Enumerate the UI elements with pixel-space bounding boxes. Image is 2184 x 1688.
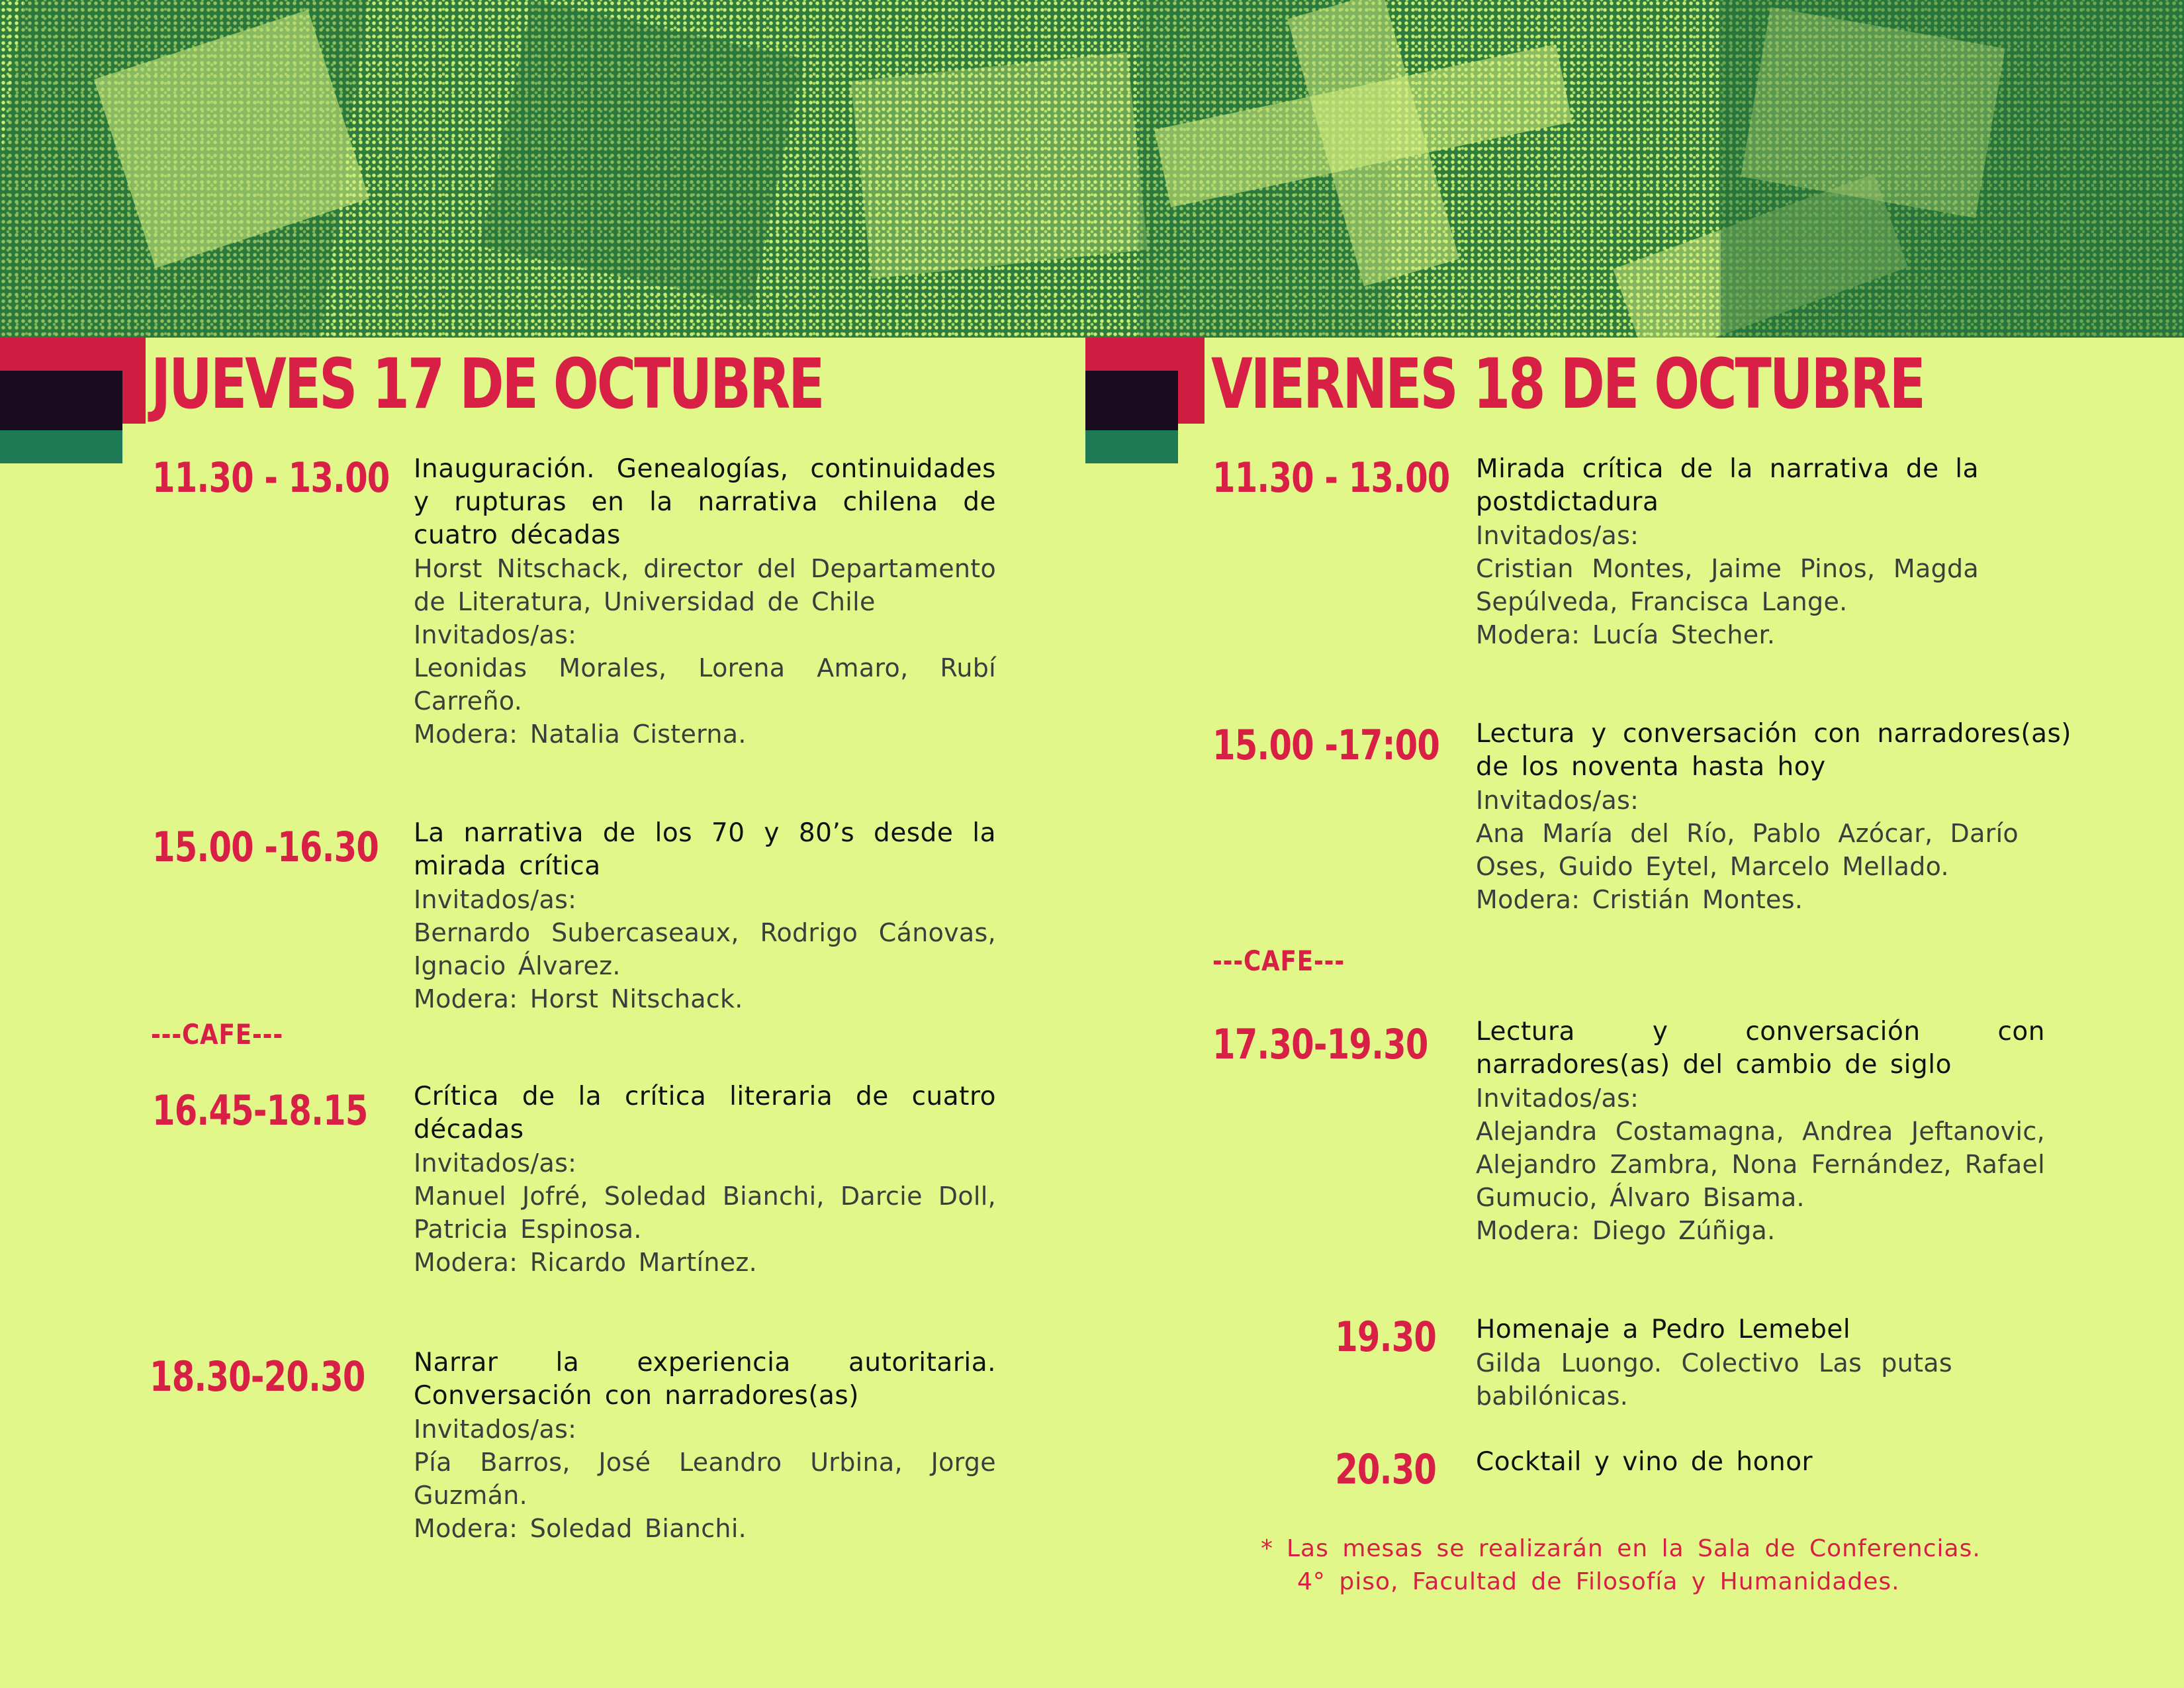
session-title: Inauguración. Genealogías, continuidades y rupturas en la narrativa chilena de cuatro décadas — [414, 454, 996, 550]
moderator: Modera: Soledad Bianchi. — [414, 1514, 747, 1543]
session-time: 18.30-20.30 — [150, 1352, 365, 1401]
guests-label: Invitados/as: — [414, 1415, 577, 1444]
session-time: 15.00 -16.30 — [152, 823, 379, 871]
session-time: 19.30 — [1335, 1313, 1436, 1361]
session-intro: Horst Nitschack, director del Departamento de Literatura, Universidad de Chile — [414, 554, 996, 616]
session-time: 16.45-18.15 — [152, 1086, 368, 1135]
session-title: Lectura y conversación con narradores(as) del cambio de siglo — [1476, 1017, 2045, 1080]
asterisk-icon: * — [1261, 1535, 1273, 1562]
session-title: Narrar la experiencia autoritaria. Conversación con narradores(as) — [414, 1348, 996, 1411]
session-title: Lectura y conversación con narradores(as) de los noventa hasta hoy — [1476, 719, 2071, 782]
session-item — [414, 817, 996, 1015]
session-item — [1476, 1015, 2045, 1247]
session-title: Mirada crítica de la narrativa de la postdictadura — [1476, 454, 1979, 517]
guests-list: Bernardo Subercaseaux, Rodrigo Cánovas, Ignacio Álvarez. — [414, 918, 996, 980]
guests-label: Invitados/as: — [1476, 786, 1639, 815]
guests-label: Invitados/as: — [414, 620, 577, 649]
cafe-break-label: ---CAFE--- — [1212, 945, 1345, 977]
guests-list: Pía Barros, José Leandro Urbina, Jorge Guzmán. — [414, 1448, 996, 1510]
moderator: Modera: Ricardo Martínez. — [414, 1248, 758, 1277]
day-title-friday: VIERNES 18 DE OCTUBRE — [1211, 344, 1924, 424]
guests-list: Manuel Jofré, Soledad Bianchi, Darcie Doll, Patricia Espinosa. — [414, 1182, 996, 1244]
moderator: Modera: Lucía Stecher. — [1476, 620, 1776, 649]
session-item — [1476, 453, 1979, 651]
decorative-flag-left — [0, 338, 146, 457]
session-time: 20.30 — [1335, 1445, 1436, 1493]
session-title: Homenaje a Pedro Lemebel — [1476, 1315, 1851, 1344]
moderator: Modera: Natalia Cisterna. — [414, 720, 747, 749]
day-title-thursday: JUEVES 17 DE OCTUBRE — [151, 344, 823, 424]
session-time: 15.00 -17:00 — [1212, 721, 1440, 769]
session-title: La narrativa de los 70 y 80’s desde la mirada crítica — [414, 818, 996, 881]
halftone-photo-banner — [0, 0, 2184, 338]
session-title: Crítica de la crítica literaria de cuatro décadas — [414, 1082, 996, 1145]
session-item — [414, 1080, 996, 1279]
session-time: 17.30-19.30 — [1212, 1020, 1428, 1068]
moderator: Modera: Diego Zúñiga. — [1476, 1216, 1776, 1245]
venue-note-line2: 4° piso, Facultad de Filosofía y Humanidades. — [1297, 1568, 1900, 1595]
guests-list: Cristian Montes, Jaime Pinos, Magda Sepúlveda, Francisca Lange. — [1476, 554, 1979, 616]
moderator: Modera: Horst Nitschack. — [414, 984, 743, 1013]
guests-list: Leonidas Morales, Lorena Amaro, Rubí Carreño. — [414, 653, 996, 716]
guests-label: Invitados/as: — [414, 1149, 577, 1178]
session-item — [414, 1346, 996, 1545]
venue-note-line1: Las mesas se realizarán en la Sala de Conferencias. — [1287, 1535, 1981, 1562]
guests-list: Ana María del Río, Pablo Azócar, Darío Oses, Guido Eytel, Marcelo Mellado. — [1476, 819, 2019, 881]
decorative-flag-right — [1085, 338, 1205, 457]
moderator: Modera: Cristián Montes. — [1476, 885, 1803, 914]
guests-label: Invitados/as: — [414, 885, 577, 914]
guests-label: Invitados/as: — [1476, 521, 1639, 550]
session-time: 11.30 - 13.00 — [1212, 453, 1450, 502]
session-item — [1476, 1313, 1952, 1413]
session-title: Cocktail y vino de honor — [1476, 1447, 1813, 1477]
session-item — [1476, 718, 2071, 916]
cafe-break-label: ---CAFE--- — [151, 1018, 284, 1051]
session-item — [1476, 1446, 1952, 1479]
session-item — [414, 453, 996, 751]
session-info: Gilda Luongo. Colectivo Las putas babilónicas. — [1476, 1348, 1952, 1411]
venue-note — [1261, 1532, 2055, 1599]
session-time: 11.30 - 13.00 — [152, 453, 390, 502]
guests-label: Invitados/as: — [1476, 1084, 1639, 1113]
guests-list: Alejandra Costamagna, Andrea Jeftanovic, Alejandro Zambra, Nona Fernández, Rafael Gumucio, Álvaro Bisama. — [1476, 1117, 2045, 1212]
